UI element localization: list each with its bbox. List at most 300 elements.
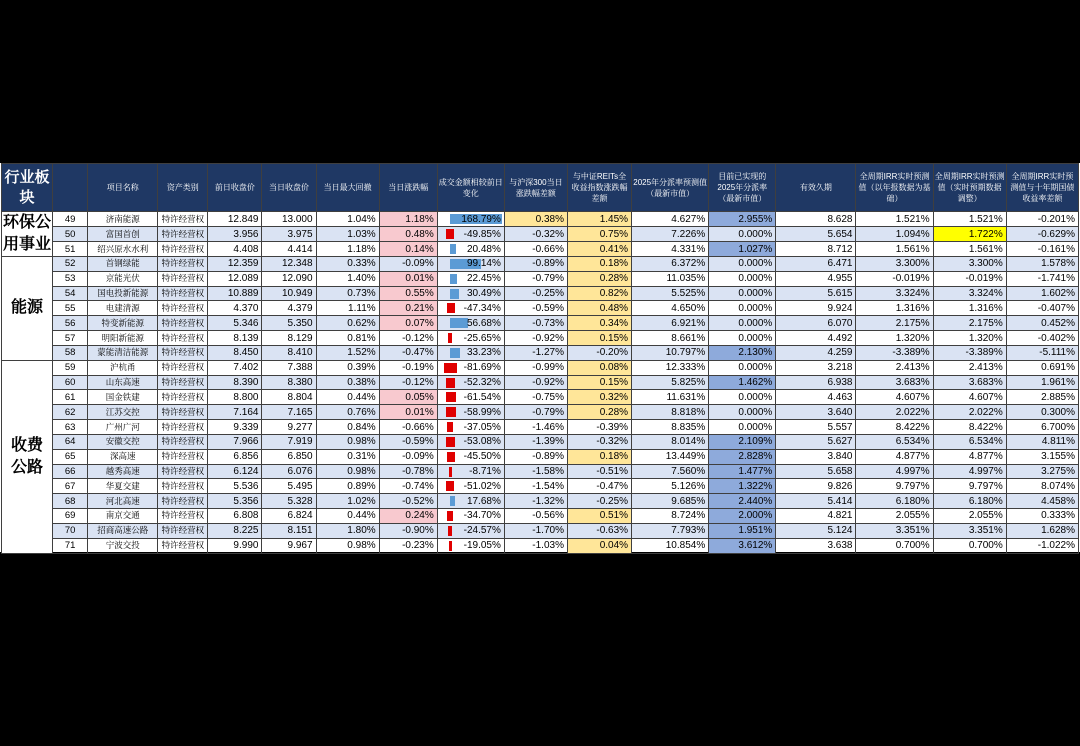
- cell-change[interactable]: -0.12%: [379, 375, 437, 390]
- cell-vs-hs300[interactable]: -0.92%: [504, 331, 567, 346]
- cell-change[interactable]: 0.07%: [379, 316, 437, 331]
- cell-max-drawdown[interactable]: 0.38%: [316, 375, 379, 390]
- cell-vs-hs300[interactable]: -0.89%: [504, 449, 567, 464]
- cell-realized-2025[interactable]: 3.612%: [709, 538, 776, 553]
- cell-type[interactable]: 特许经营权: [158, 434, 208, 449]
- cell-prev-close[interactable]: 7.966: [208, 434, 262, 449]
- cell-duration[interactable]: 5.124: [776, 523, 856, 538]
- cell-change[interactable]: 0.55%: [379, 286, 437, 301]
- cell-irr-adjusted[interactable]: 2.413%: [933, 360, 1006, 375]
- cell-volume-change[interactable]: [437, 212, 504, 227]
- cell-close[interactable]: 6.824: [262, 509, 316, 524]
- table-row[interactable]: [2, 434, 1079, 449]
- cell-change[interactable]: 0.14%: [379, 242, 437, 257]
- cell-type[interactable]: 特许经营权: [158, 257, 208, 272]
- cell-vs-hs300[interactable]: -0.89%: [504, 257, 567, 272]
- cell-id[interactable]: 66: [53, 464, 88, 479]
- cell-volume-change[interactable]: [437, 286, 504, 301]
- cell-vs-hs300[interactable]: -0.75%: [504, 390, 567, 405]
- cell-name[interactable]: 江苏交控: [88, 405, 158, 420]
- cell-irr-spread[interactable]: 0.300%: [1006, 405, 1078, 420]
- cell-vs-reits[interactable]: 0.82%: [567, 286, 631, 301]
- cell-prev-close[interactable]: 9.339: [208, 420, 262, 435]
- cell-prev-close[interactable]: 8.390: [208, 375, 262, 390]
- header-name[interactable]: 项目名称: [88, 164, 158, 212]
- cell-dist-rate-2025[interactable]: 7.226%: [632, 227, 709, 242]
- cell-prev-close[interactable]: 6.856: [208, 449, 262, 464]
- cell-id[interactable]: 49: [53, 212, 88, 227]
- cell-irr-adjusted[interactable]: 4.607%: [933, 390, 1006, 405]
- cell-vs-reits[interactable]: -0.32%: [567, 434, 631, 449]
- table-row[interactable]: [2, 479, 1079, 494]
- cell-close[interactable]: 7.919: [262, 434, 316, 449]
- cell-close[interactable]: 8.804: [262, 390, 316, 405]
- cell-irr-annual[interactable]: 3.300%: [856, 257, 933, 272]
- cell-vs-hs300[interactable]: -1.46%: [504, 420, 567, 435]
- cell-realized-2025[interactable]: 0.000%: [709, 227, 776, 242]
- cell-type[interactable]: 特许经营权: [158, 449, 208, 464]
- cell-realized-2025[interactable]: 0.000%: [709, 316, 776, 331]
- cell-close[interactable]: 6.850: [262, 449, 316, 464]
- cell-type[interactable]: 特许经营权: [158, 405, 208, 420]
- cell-dist-rate-2025[interactable]: 6.372%: [632, 257, 709, 272]
- cell-close[interactable]: 12.090: [262, 271, 316, 286]
- cell-volume-change[interactable]: [437, 420, 504, 435]
- cell-irr-spread[interactable]: -0.161%: [1006, 242, 1078, 257]
- cell-name[interactable]: 河北高速: [88, 494, 158, 509]
- table-row[interactable]: [2, 271, 1079, 286]
- table-row[interactable]: [2, 420, 1079, 435]
- table-row[interactable]: [2, 242, 1079, 257]
- cell-close[interactable]: 4.379: [262, 301, 316, 316]
- cell-dist-rate-2025[interactable]: 8.014%: [632, 434, 709, 449]
- cell-vs-hs300[interactable]: -0.25%: [504, 286, 567, 301]
- cell-volume-change[interactable]: [437, 390, 504, 405]
- table-row[interactable]: [2, 257, 1079, 272]
- cell-prev-close[interactable]: 12.089: [208, 271, 262, 286]
- cell-realized-2025[interactable]: 0.000%: [709, 390, 776, 405]
- cell-vs-hs300[interactable]: -0.79%: [504, 271, 567, 286]
- cell-irr-spread[interactable]: 4.811%: [1006, 434, 1078, 449]
- cell-name[interactable]: 南京交通: [88, 509, 158, 524]
- cell-close[interactable]: 7.388: [262, 360, 316, 375]
- cell-duration[interactable]: 3.218: [776, 360, 856, 375]
- cell-realized-2025[interactable]: 0.000%: [709, 301, 776, 316]
- cell-max-drawdown[interactable]: 0.98%: [316, 464, 379, 479]
- table-row[interactable]: [2, 331, 1079, 346]
- header-irr-spread[interactable]: 全周期IRR实时预测值与十年期国债收益率差额: [1006, 164, 1078, 212]
- cell-dist-rate-2025[interactable]: 8.835%: [632, 420, 709, 435]
- cell-volume-change[interactable]: [437, 375, 504, 390]
- cell-max-drawdown[interactable]: 0.84%: [316, 420, 379, 435]
- table-row[interactable]: [2, 523, 1079, 538]
- cell-type[interactable]: 特许经营权: [158, 390, 208, 405]
- cell-prev-close[interactable]: 5.356: [208, 494, 262, 509]
- cell-name[interactable]: 深高速: [88, 449, 158, 464]
- cell-change[interactable]: -0.19%: [379, 360, 437, 375]
- cell-dist-rate-2025[interactable]: 8.661%: [632, 331, 709, 346]
- cell-prev-close[interactable]: 3.956: [208, 227, 262, 242]
- cell-realized-2025[interactable]: 1.477%: [709, 464, 776, 479]
- cell-irr-spread[interactable]: 4.458%: [1006, 494, 1078, 509]
- cell-irr-annual[interactable]: 9.797%: [856, 479, 933, 494]
- cell-max-drawdown[interactable]: 0.39%: [316, 360, 379, 375]
- header-irr-adjusted[interactable]: 全周期IRR实时预测值（实时预期数据调整）: [933, 164, 1006, 212]
- cell-vs-reits[interactable]: 0.34%: [567, 316, 631, 331]
- cell-id[interactable]: 63: [53, 420, 88, 435]
- cell-irr-adjusted[interactable]: 1.722%: [933, 227, 1006, 242]
- cell-close[interactable]: 7.165: [262, 405, 316, 420]
- cell-vs-hs300[interactable]: -0.32%: [504, 227, 567, 242]
- cell-close[interactable]: 13.000: [262, 212, 316, 227]
- cell-vs-hs300[interactable]: -1.70%: [504, 523, 567, 538]
- cell-irr-adjusted[interactable]: 8.422%: [933, 420, 1006, 435]
- cell-max-drawdown[interactable]: 1.04%: [316, 212, 379, 227]
- cell-volume-change[interactable]: [437, 479, 504, 494]
- cell-duration[interactable]: 5.654: [776, 227, 856, 242]
- cell-vs-hs300[interactable]: -0.79%: [504, 405, 567, 420]
- cell-close[interactable]: 9.277: [262, 420, 316, 435]
- cell-prev-close[interactable]: 8.225: [208, 523, 262, 538]
- cell-irr-spread[interactable]: -0.407%: [1006, 301, 1078, 316]
- cell-dist-rate-2025[interactable]: 8.818%: [632, 405, 709, 420]
- cell-type[interactable]: 特许经营权: [158, 375, 208, 390]
- cell-volume-change[interactable]: [437, 331, 504, 346]
- cell-vs-hs300[interactable]: -0.92%: [504, 375, 567, 390]
- cell-vs-reits[interactable]: -0.25%: [567, 494, 631, 509]
- cell-irr-annual[interactable]: 3.351%: [856, 523, 933, 538]
- cell-realized-2025[interactable]: 0.000%: [709, 405, 776, 420]
- cell-dist-rate-2025[interactable]: 7.793%: [632, 523, 709, 538]
- cell-prev-close[interactable]: 7.402: [208, 360, 262, 375]
- table-row[interactable]: [2, 494, 1079, 509]
- cell-prev-close[interactable]: 6.808: [208, 509, 262, 524]
- cell-vs-reits[interactable]: 0.51%: [567, 509, 631, 524]
- cell-dist-rate-2025[interactable]: 11.631%: [632, 390, 709, 405]
- cell-volume-change[interactable]: [437, 538, 504, 553]
- cell-irr-spread[interactable]: 1.602%: [1006, 286, 1078, 301]
- cell-change[interactable]: 0.48%: [379, 227, 437, 242]
- cell-close[interactable]: 5.328: [262, 494, 316, 509]
- cell-dist-rate-2025[interactable]: 5.525%: [632, 286, 709, 301]
- cell-max-drawdown[interactable]: 1.40%: [316, 271, 379, 286]
- cell-prev-close[interactable]: 8.139: [208, 331, 262, 346]
- cell-close[interactable]: 6.076: [262, 464, 316, 479]
- cell-irr-spread[interactable]: -1.022%: [1006, 538, 1078, 553]
- cell-dist-rate-2025[interactable]: 10.797%: [632, 345, 709, 360]
- cell-prev-close[interactable]: 12.849: [208, 212, 262, 227]
- cell-realized-2025[interactable]: 0.000%: [709, 257, 776, 272]
- cell-prev-close[interactable]: 10.889: [208, 286, 262, 301]
- cell-duration[interactable]: 4.259: [776, 345, 856, 360]
- cell-dist-rate-2025[interactable]: 9.685%: [632, 494, 709, 509]
- cell-vs-reits[interactable]: 0.75%: [567, 227, 631, 242]
- cell-id[interactable]: 54: [53, 286, 88, 301]
- cell-dist-rate-2025[interactable]: 12.333%: [632, 360, 709, 375]
- cell-close[interactable]: 10.949: [262, 286, 316, 301]
- cell-irr-adjusted[interactable]: 0.700%: [933, 538, 1006, 553]
- cell-irr-annual[interactable]: 2.055%: [856, 509, 933, 524]
- cell-prev-close[interactable]: 8.450: [208, 345, 262, 360]
- table-row[interactable]: [2, 449, 1079, 464]
- cell-realized-2025[interactable]: 0.000%: [709, 286, 776, 301]
- cell-volume-change[interactable]: [437, 523, 504, 538]
- cell-realized-2025[interactable]: 2.828%: [709, 449, 776, 464]
- cell-duration[interactable]: 5.414: [776, 494, 856, 509]
- cell-change[interactable]: -0.09%: [379, 449, 437, 464]
- cell-irr-annual[interactable]: 3.683%: [856, 375, 933, 390]
- cell-irr-adjusted[interactable]: -0.019%: [933, 271, 1006, 286]
- cell-name[interactable]: 招商高速公路: [88, 523, 158, 538]
- cell-irr-annual[interactable]: 6.534%: [856, 434, 933, 449]
- cell-prev-close[interactable]: 4.370: [208, 301, 262, 316]
- cell-vs-reits[interactable]: 0.04%: [567, 538, 631, 553]
- cell-realized-2025[interactable]: 0.000%: [709, 420, 776, 435]
- cell-id[interactable]: 58: [53, 345, 88, 360]
- header-volume-change[interactable]: 成交金额相较前日变化: [437, 164, 504, 212]
- cell-prev-close[interactable]: 7.164: [208, 405, 262, 420]
- cell-name[interactable]: 特变新能源: [88, 316, 158, 331]
- cell-max-drawdown[interactable]: 1.03%: [316, 227, 379, 242]
- cell-irr-spread[interactable]: 3.275%: [1006, 464, 1078, 479]
- table-row[interactable]: [2, 286, 1079, 301]
- cell-id[interactable]: 59: [53, 360, 88, 375]
- cell-vs-hs300[interactable]: -1.58%: [504, 464, 567, 479]
- cell-vs-hs300[interactable]: -1.27%: [504, 345, 567, 360]
- cell-irr-annual[interactable]: 6.180%: [856, 494, 933, 509]
- cell-volume-change[interactable]: [437, 257, 504, 272]
- cell-vs-reits[interactable]: 1.45%: [567, 212, 631, 227]
- cell-volume-change[interactable]: [437, 494, 504, 509]
- cell-duration[interactable]: 8.712: [776, 242, 856, 257]
- header-irr-annual[interactable]: 全周期IRR实时预测值（以年报数据为基础）: [856, 164, 933, 212]
- cell-irr-adjusted[interactable]: 2.055%: [933, 509, 1006, 524]
- cell-vs-reits[interactable]: -0.47%: [567, 479, 631, 494]
- cell-irr-spread[interactable]: -0.629%: [1006, 227, 1078, 242]
- cell-id[interactable]: 68: [53, 494, 88, 509]
- cell-irr-spread[interactable]: -0.402%: [1006, 331, 1078, 346]
- cell-close[interactable]: 8.380: [262, 375, 316, 390]
- cell-name[interactable]: 电建清源: [88, 301, 158, 316]
- cell-irr-adjusted[interactable]: 6.180%: [933, 494, 1006, 509]
- cell-close[interactable]: 8.410: [262, 345, 316, 360]
- cell-id[interactable]: 52: [53, 257, 88, 272]
- header-type[interactable]: 资产类别: [158, 164, 208, 212]
- cell-realized-2025[interactable]: 0.000%: [709, 360, 776, 375]
- cell-id[interactable]: 61: [53, 390, 88, 405]
- header-sector[interactable]: 行业板块: [2, 164, 53, 212]
- cell-volume-change[interactable]: [437, 449, 504, 464]
- cell-volume-change[interactable]: [437, 405, 504, 420]
- cell-realized-2025[interactable]: 2.955%: [709, 212, 776, 227]
- cell-realized-2025[interactable]: 0.000%: [709, 271, 776, 286]
- cell-type[interactable]: 特许经营权: [158, 345, 208, 360]
- cell-name[interactable]: 富国首创: [88, 227, 158, 242]
- cell-max-drawdown[interactable]: 0.76%: [316, 405, 379, 420]
- cell-dist-rate-2025[interactable]: 11.035%: [632, 271, 709, 286]
- cell-irr-spread[interactable]: 1.961%: [1006, 375, 1078, 390]
- cell-vs-reits[interactable]: -0.51%: [567, 464, 631, 479]
- table-row[interactable]: [2, 227, 1079, 242]
- cell-irr-adjusted[interactable]: 2.175%: [933, 316, 1006, 331]
- cell-duration[interactable]: 6.938: [776, 375, 856, 390]
- cell-close[interactable]: 8.151: [262, 523, 316, 538]
- cell-duration[interactable]: 6.070: [776, 316, 856, 331]
- cell-irr-spread[interactable]: -5.111%: [1006, 345, 1078, 360]
- cell-irr-annual[interactable]: 1.094%: [856, 227, 933, 242]
- cell-volume-change[interactable]: [437, 434, 504, 449]
- cell-close[interactable]: 9.967: [262, 538, 316, 553]
- cell-vs-reits[interactable]: -0.63%: [567, 523, 631, 538]
- cell-realized-2025[interactable]: 1.951%: [709, 523, 776, 538]
- cell-max-drawdown[interactable]: 0.62%: [316, 316, 379, 331]
- header-change[interactable]: 当日涨跌幅: [379, 164, 437, 212]
- cell-dist-rate-2025[interactable]: 8.724%: [632, 509, 709, 524]
- cell-irr-adjusted[interactable]: 1.521%: [933, 212, 1006, 227]
- cell-duration[interactable]: 4.821: [776, 509, 856, 524]
- cell-name[interactable]: 蒙能清洁能源: [88, 345, 158, 360]
- cell-prev-close[interactable]: 6.124: [208, 464, 262, 479]
- cell-max-drawdown[interactable]: 0.44%: [316, 509, 379, 524]
- cell-name[interactable]: 济南能源: [88, 212, 158, 227]
- cell-duration[interactable]: 5.615: [776, 286, 856, 301]
- cell-max-drawdown[interactable]: 1.11%: [316, 301, 379, 316]
- cell-irr-annual[interactable]: 4.607%: [856, 390, 933, 405]
- cell-irr-annual[interactable]: -0.019%: [856, 271, 933, 286]
- cell-name[interactable]: 首钢绿能: [88, 257, 158, 272]
- cell-vs-reits[interactable]: 0.15%: [567, 331, 631, 346]
- table-row[interactable]: [2, 509, 1079, 524]
- cell-irr-adjusted[interactable]: 1.320%: [933, 331, 1006, 346]
- cell-id[interactable]: 53: [53, 271, 88, 286]
- cell-type[interactable]: 特许经营权: [158, 212, 208, 227]
- cell-duration[interactable]: 5.658: [776, 464, 856, 479]
- cell-close[interactable]: 3.975: [262, 227, 316, 242]
- cell-volume-change[interactable]: [437, 227, 504, 242]
- cell-name[interactable]: 沪杭甬: [88, 360, 158, 375]
- cell-irr-annual[interactable]: 1.316%: [856, 301, 933, 316]
- cell-duration[interactable]: 3.840: [776, 449, 856, 464]
- cell-irr-adjusted[interactable]: 9.797%: [933, 479, 1006, 494]
- cell-realized-2025[interactable]: 2.130%: [709, 345, 776, 360]
- cell-name[interactable]: 国电投新能源: [88, 286, 158, 301]
- cell-prev-close[interactable]: 4.408: [208, 242, 262, 257]
- cell-dist-rate-2025[interactable]: 13.449%: [632, 449, 709, 464]
- cell-irr-spread[interactable]: 2.885%: [1006, 390, 1078, 405]
- cell-change[interactable]: -0.74%: [379, 479, 437, 494]
- cell-irr-adjusted[interactable]: 3.300%: [933, 257, 1006, 272]
- table-row[interactable]: [2, 345, 1079, 360]
- cell-id[interactable]: 51: [53, 242, 88, 257]
- cell-type[interactable]: 特许经营权: [158, 509, 208, 524]
- cell-type[interactable]: 特许经营权: [158, 242, 208, 257]
- cell-realized-2025[interactable]: 0.000%: [709, 331, 776, 346]
- cell-name[interactable]: 宁波交投: [88, 538, 158, 553]
- cell-name[interactable]: 安徽交控: [88, 434, 158, 449]
- cell-vs-reits[interactable]: 0.15%: [567, 375, 631, 390]
- cell-duration[interactable]: 9.924: [776, 301, 856, 316]
- cell-volume-change[interactable]: [437, 242, 504, 257]
- header-close[interactable]: 当日收盘价: [262, 164, 316, 212]
- header-dist-rate-2025[interactable]: 2025年分派率预测值（最新市值）: [632, 164, 709, 212]
- cell-id[interactable]: 64: [53, 434, 88, 449]
- cell-irr-spread[interactable]: 1.628%: [1006, 523, 1078, 538]
- cell-id[interactable]: 57: [53, 331, 88, 346]
- cell-vs-hs300[interactable]: -1.03%: [504, 538, 567, 553]
- cell-duration[interactable]: 4.492: [776, 331, 856, 346]
- cell-id[interactable]: 62: [53, 405, 88, 420]
- cell-volume-change[interactable]: [437, 509, 504, 524]
- table-row[interactable]: [2, 360, 1079, 375]
- cell-vs-reits[interactable]: 0.18%: [567, 449, 631, 464]
- cell-irr-adjusted[interactable]: 4.877%: [933, 449, 1006, 464]
- table-row[interactable]: [2, 316, 1079, 331]
- cell-max-drawdown[interactable]: 0.73%: [316, 286, 379, 301]
- cell-irr-annual[interactable]: 4.877%: [856, 449, 933, 464]
- cell-irr-spread[interactable]: 1.578%: [1006, 257, 1078, 272]
- cell-change[interactable]: -0.12%: [379, 331, 437, 346]
- cell-dist-rate-2025[interactable]: 10.854%: [632, 538, 709, 553]
- cell-irr-annual[interactable]: 1.561%: [856, 242, 933, 257]
- cell-type[interactable]: 特许经营权: [158, 227, 208, 242]
- cell-type[interactable]: 特许经营权: [158, 271, 208, 286]
- cell-irr-annual[interactable]: 2.022%: [856, 405, 933, 420]
- cell-irr-spread[interactable]: 8.074%: [1006, 479, 1078, 494]
- cell-id[interactable]: 65: [53, 449, 88, 464]
- cell-dist-rate-2025[interactable]: 4.650%: [632, 301, 709, 316]
- cell-close[interactable]: 5.350: [262, 316, 316, 331]
- cell-vs-reits[interactable]: 0.41%: [567, 242, 631, 257]
- cell-id[interactable]: 55: [53, 301, 88, 316]
- cell-id[interactable]: 71: [53, 538, 88, 553]
- cell-realized-2025[interactable]: 2.109%: [709, 434, 776, 449]
- cell-name[interactable]: 山东高速: [88, 375, 158, 390]
- table-row[interactable]: [2, 464, 1079, 479]
- header-id[interactable]: [53, 164, 88, 212]
- cell-vs-reits[interactable]: 0.08%: [567, 360, 631, 375]
- cell-irr-adjusted[interactable]: 2.022%: [933, 405, 1006, 420]
- cell-irr-spread[interactable]: -0.201%: [1006, 212, 1078, 227]
- table-row[interactable]: [2, 538, 1079, 553]
- cell-type[interactable]: 特许经营权: [158, 523, 208, 538]
- cell-name[interactable]: 京能光伏: [88, 271, 158, 286]
- cell-vs-reits[interactable]: -0.20%: [567, 345, 631, 360]
- cell-irr-spread[interactable]: 0.452%: [1006, 316, 1078, 331]
- cell-max-drawdown[interactable]: 0.98%: [316, 538, 379, 553]
- cell-irr-annual[interactable]: 1.521%: [856, 212, 933, 227]
- cell-prev-close[interactable]: 5.536: [208, 479, 262, 494]
- cell-change[interactable]: 0.05%: [379, 390, 437, 405]
- cell-vs-hs300[interactable]: -0.99%: [504, 360, 567, 375]
- cell-change[interactable]: 0.01%: [379, 405, 437, 420]
- cell-change[interactable]: -0.47%: [379, 345, 437, 360]
- cell-irr-adjusted[interactable]: 4.997%: [933, 464, 1006, 479]
- header-max-drawdown[interactable]: 当日最大回撤: [316, 164, 379, 212]
- cell-type[interactable]: 特许经营权: [158, 464, 208, 479]
- cell-vs-hs300[interactable]: -0.66%: [504, 242, 567, 257]
- cell-prev-close[interactable]: 12.359: [208, 257, 262, 272]
- cell-close[interactable]: 4.414: [262, 242, 316, 257]
- cell-duration[interactable]: 5.627: [776, 434, 856, 449]
- cell-dist-rate-2025[interactable]: 7.560%: [632, 464, 709, 479]
- cell-change[interactable]: -0.52%: [379, 494, 437, 509]
- cell-irr-spread[interactable]: 3.155%: [1006, 449, 1078, 464]
- cell-realized-2025[interactable]: 1.027%: [709, 242, 776, 257]
- cell-vs-reits[interactable]: -0.39%: [567, 420, 631, 435]
- cell-vs-hs300[interactable]: 0.38%: [504, 212, 567, 227]
- cell-id[interactable]: 50: [53, 227, 88, 242]
- cell-irr-annual[interactable]: 4.997%: [856, 464, 933, 479]
